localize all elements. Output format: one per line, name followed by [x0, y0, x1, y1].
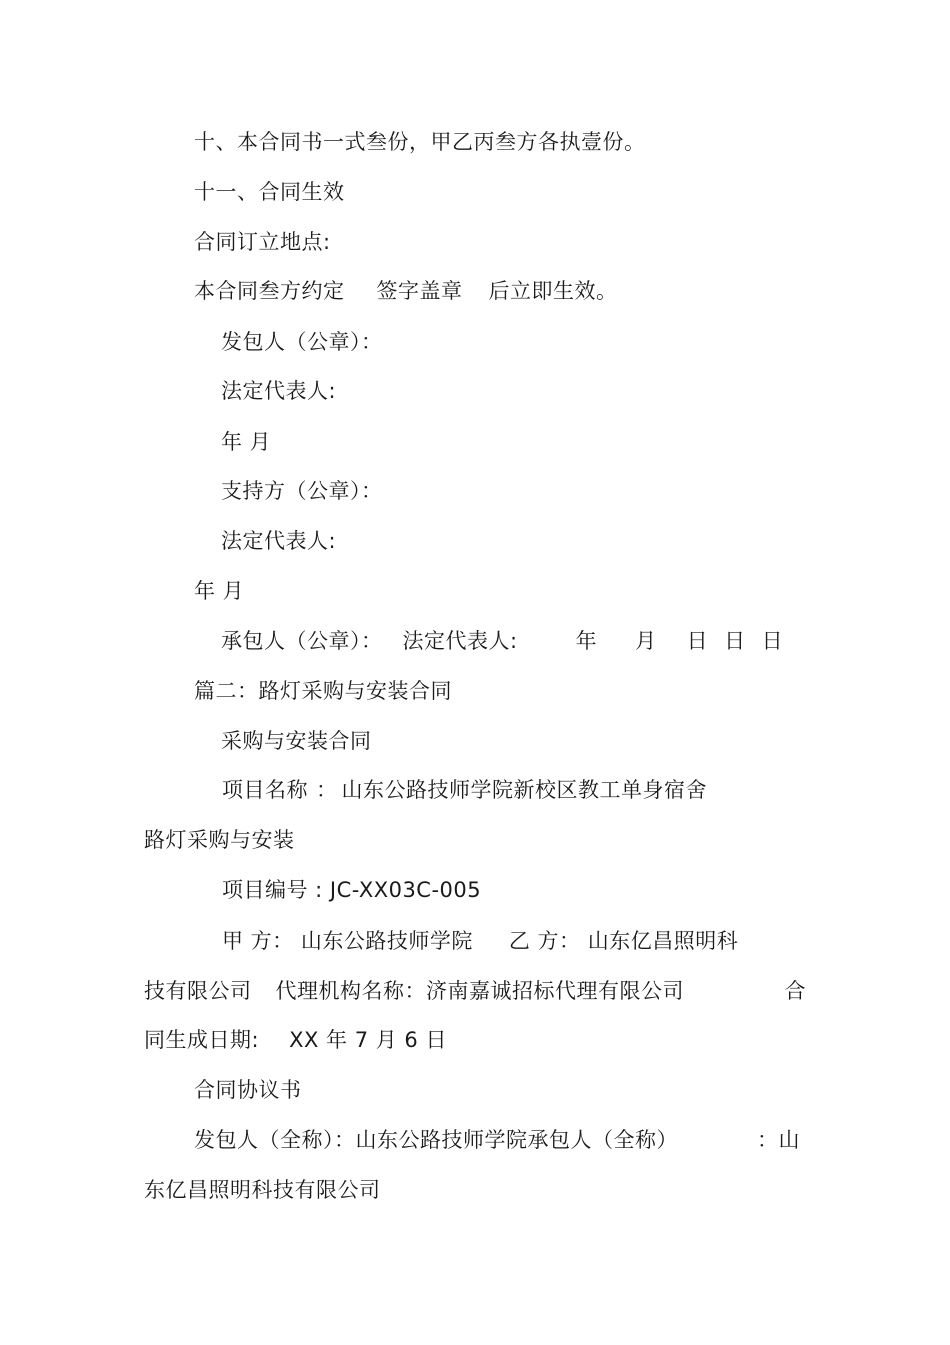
- agreement-heading: 合同协议书: [194, 1078, 302, 1102]
- project-name-line: [222, 776, 707, 804]
- project-name-label: 项目名称: [222, 778, 308, 802]
- project-name-continued: 路灯采购与安装: [144, 828, 295, 852]
- part-two-heading: 篇二：路灯采购与安装合同: [194, 679, 452, 703]
- contractor-year-label: 年: [575, 629, 598, 653]
- supporter-seal-label: 支持方（公章）：: [221, 479, 383, 503]
- generation-date-line: [144, 1026, 447, 1054]
- supporter-legal-rep-label: 法定代表人:: [221, 529, 337, 553]
- effective-clause: [194, 277, 618, 305]
- agreement-parties-text: 发包人（全称）：山东公路技师学院承包人（全称）: [194, 1128, 678, 1152]
- party-a: 甲 方： 山东公路技师学院: [222, 929, 473, 953]
- contractor-day-label-3: 日: [761, 629, 784, 653]
- party-b: 乙 方： 山东亿昌照明科: [508, 929, 739, 953]
- signing-place-label: 合同订立地点:: [194, 230, 331, 254]
- agreement-parties-tail: ：山: [757, 1128, 800, 1152]
- generation-date-label: 同生成日期:: [144, 1028, 260, 1052]
- generation-date-value: XX 年 7 月 6 日: [289, 1028, 447, 1052]
- contractor-seal-label: 承包人（公章）：: [221, 629, 383, 653]
- party-b-continued: 技有限公司: [144, 979, 252, 1003]
- agency-name: 代理机构名称：济南嘉诚招标代理有限公司: [275, 979, 684, 1003]
- clause-eleven-heading: 十一、合同生效: [194, 180, 345, 204]
- contractor-signature-line: [221, 627, 783, 655]
- effective-clause-part-2: 签字盖章: [376, 279, 463, 303]
- contractor-day-label-2: 日: [724, 629, 746, 653]
- project-name-value: 山东公路技师学院新校区教工单身宿舍: [341, 778, 707, 802]
- agreement-parties-continued: 东亿昌照明科技有限公司: [144, 1178, 381, 1202]
- contractor-day-label-1: 日: [686, 629, 709, 653]
- agency-line: [144, 977, 806, 1005]
- employer-seal-label: 发包人（公章）：: [221, 330, 383, 354]
- employer-date-label: 年 月: [221, 430, 272, 454]
- date-prefix: 合: [784, 979, 806, 1003]
- employer-legal-rep-label: 法定代表人:: [221, 379, 337, 403]
- contractor-month-label: 月: [635, 629, 657, 653]
- clause-ten: 十、本合同书一式叁份，甲乙丙叁方各执壹份。: [194, 130, 646, 154]
- contractor-legal-rep-label: 法定代表人:: [402, 629, 518, 653]
- contract-title: 采购与安装合同: [221, 729, 372, 753]
- effective-clause-part-1: 本合同叁方约定: [194, 279, 345, 303]
- effective-clause-part-3: 后立即生效。: [488, 279, 618, 303]
- supporter-date-label: 年 月: [194, 579, 245, 603]
- agreement-parties-line: [194, 1126, 800, 1154]
- project-name-colon: ：: [316, 778, 338, 802]
- parties-line: [222, 927, 738, 955]
- project-number: 项目编号 : JC-XX03C-005: [222, 878, 482, 902]
